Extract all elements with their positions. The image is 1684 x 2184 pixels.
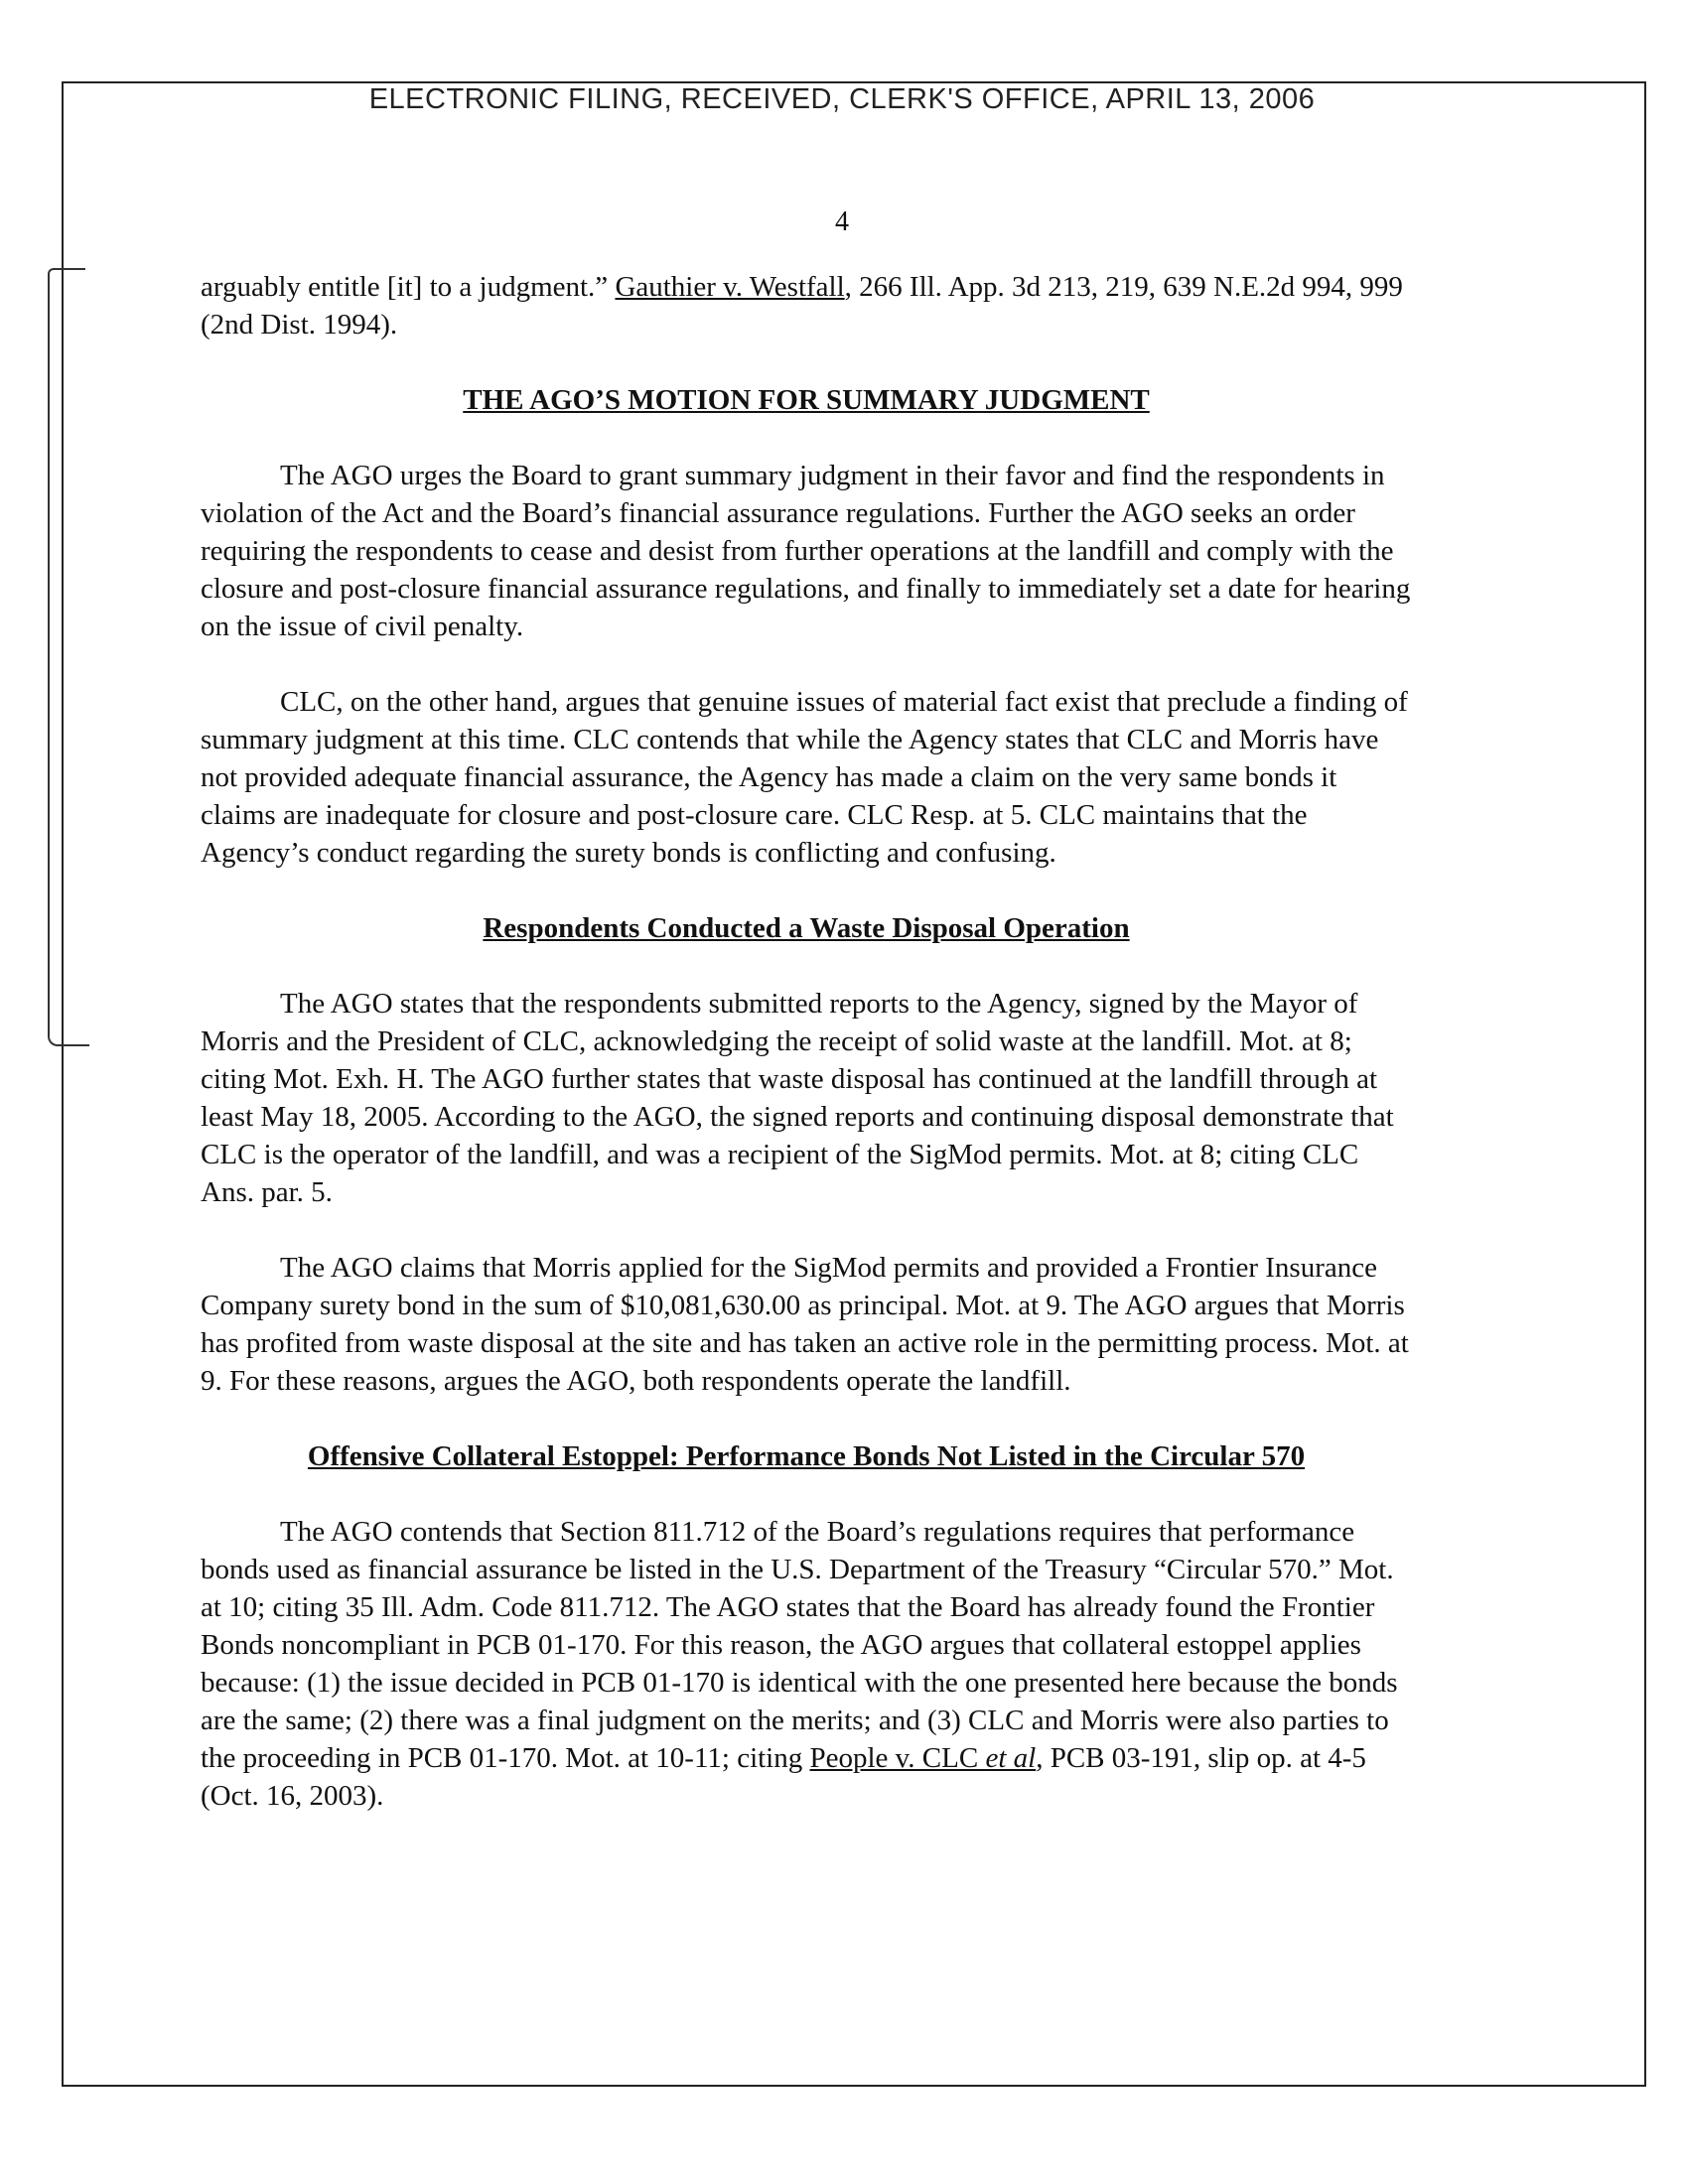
paragraph-text: The AGO contends that Section 811.712 of the Board’s regulations requires that performance bonds used as financial assurance be listed in the U.S. Department of the Treasury “Circular 570.” Mot. at 10; citing 35 Ill. Adm. Code 811.712. The AGO states that the Board has already found the Frontier Bonds noncompliant in PCB 01-170. For this reason, the AGO argues that collateral estoppel applies because: (1) the issue decided in PCB 01-170 is identical with the one presented here because the bonds are the same; (2) there was a final judgment on the merits; and (3) CLC and Morris were also parties to the proceeding in PCB 01-170. Mot. at 10-11; citing	[201, 1516, 1398, 1774]
intro-citation-detail: , 266 Ill. App. 3d 213, 219, 639 N.E.2d 994, 999 (2nd Dist. 1994).	[201, 271, 1403, 341]
case-citation: Gauthier v. Westfall	[615, 271, 845, 303]
section-heading-collateral-estoppel: Offensive Collateral Estoppel: Performance Bonds Not Listed in the Circular 570	[307, 1440, 1306, 1472]
margin-line-left	[48, 278, 50, 1032]
margin-bracket-bottom	[48, 1032, 89, 1046]
paragraph: The AGO states that the respondents submitted reports to the Agency, signed by the Mayor of Morris and the President of CLC, acknowledging the receipt of solid waste at the landfill. Mot. at 8; citing Mot. Exh. H. The AGO further states that waste disposal has continued at the landfill through at least May 18, 2005. According to the AGO, the signed reports and continuing disposal demonstrate that CLC is the operator of the landfill, and was a recipient of the SigMod permits. Mot. at 8; citing CLC Ans. par. 5.	[201, 988, 1394, 1208]
intro-text: arguably entitle [it] to a judgment.”	[201, 271, 616, 303]
paragraph: CLC, on the other hand, argues that genuine issues of material fact exist that preclude a finding of summary judgment at this time. CLC contends that while the Agency states that CLC and Morris have not provided adequate financial assurance, the Agency has made a claim on the very same bonds it claims are inadequate for closure and post-closure care. CLC Resp. at 5. CLC maintains that the Agency’s conduct regarding the surety bonds is conflicting and confusing.	[201, 686, 1408, 869]
document-body	[201, 268, 1412, 1852]
intro-paragraph	[201, 268, 1412, 343]
citation-detail: , PCB 03-191, slip op. at 4-5 (Oct. 16, 2003).	[201, 1742, 1366, 1812]
section-heading-summary-judgment: THE AGO’S MOTION FOR SUMMARY JUDGMENT	[463, 384, 1150, 416]
filing-stamp: ELECTRONIC FILING, RECEIVED, CLERK'S OFFICE, APRIL 13, 2006	[368, 83, 1316, 115]
paragraph: The AGO claims that Morris applied for the SigMod permits and provided a Frontier Insurance Company surety bond in the sum of $10,081,630.00 as principal. Mot. at 9. The AGO argues that Morris has profited from waste disposal at the site and has taken an active role in the permitting process. Mot. at 9. For these reasons, argues the AGO, both respondents operate the landfill.	[201, 1252, 1409, 1397]
margin-bracket-top	[48, 268, 85, 280]
case-citation-etal: et al	[985, 1742, 1037, 1774]
case-citation: People v. CLC	[809, 1742, 986, 1774]
page-number: 4	[835, 206, 849, 237]
paragraph	[201, 1513, 1412, 1815]
paragraph: The AGO urges the Board to grant summary judgment in their favor and find the respondents in violation of the Act and the Board’s financial assurance regulations. Further the AGO seeks an order requiring the respondents to cease and desist from further operations at the landfill and comply with the closure and post-closure financial assurance regulations, and finally to immediately set a date for hearing on the issue of civil penalty.	[201, 460, 1411, 642]
section-heading-waste-disposal: Respondents Conducted a Waste Disposal Operation	[483, 912, 1130, 944]
